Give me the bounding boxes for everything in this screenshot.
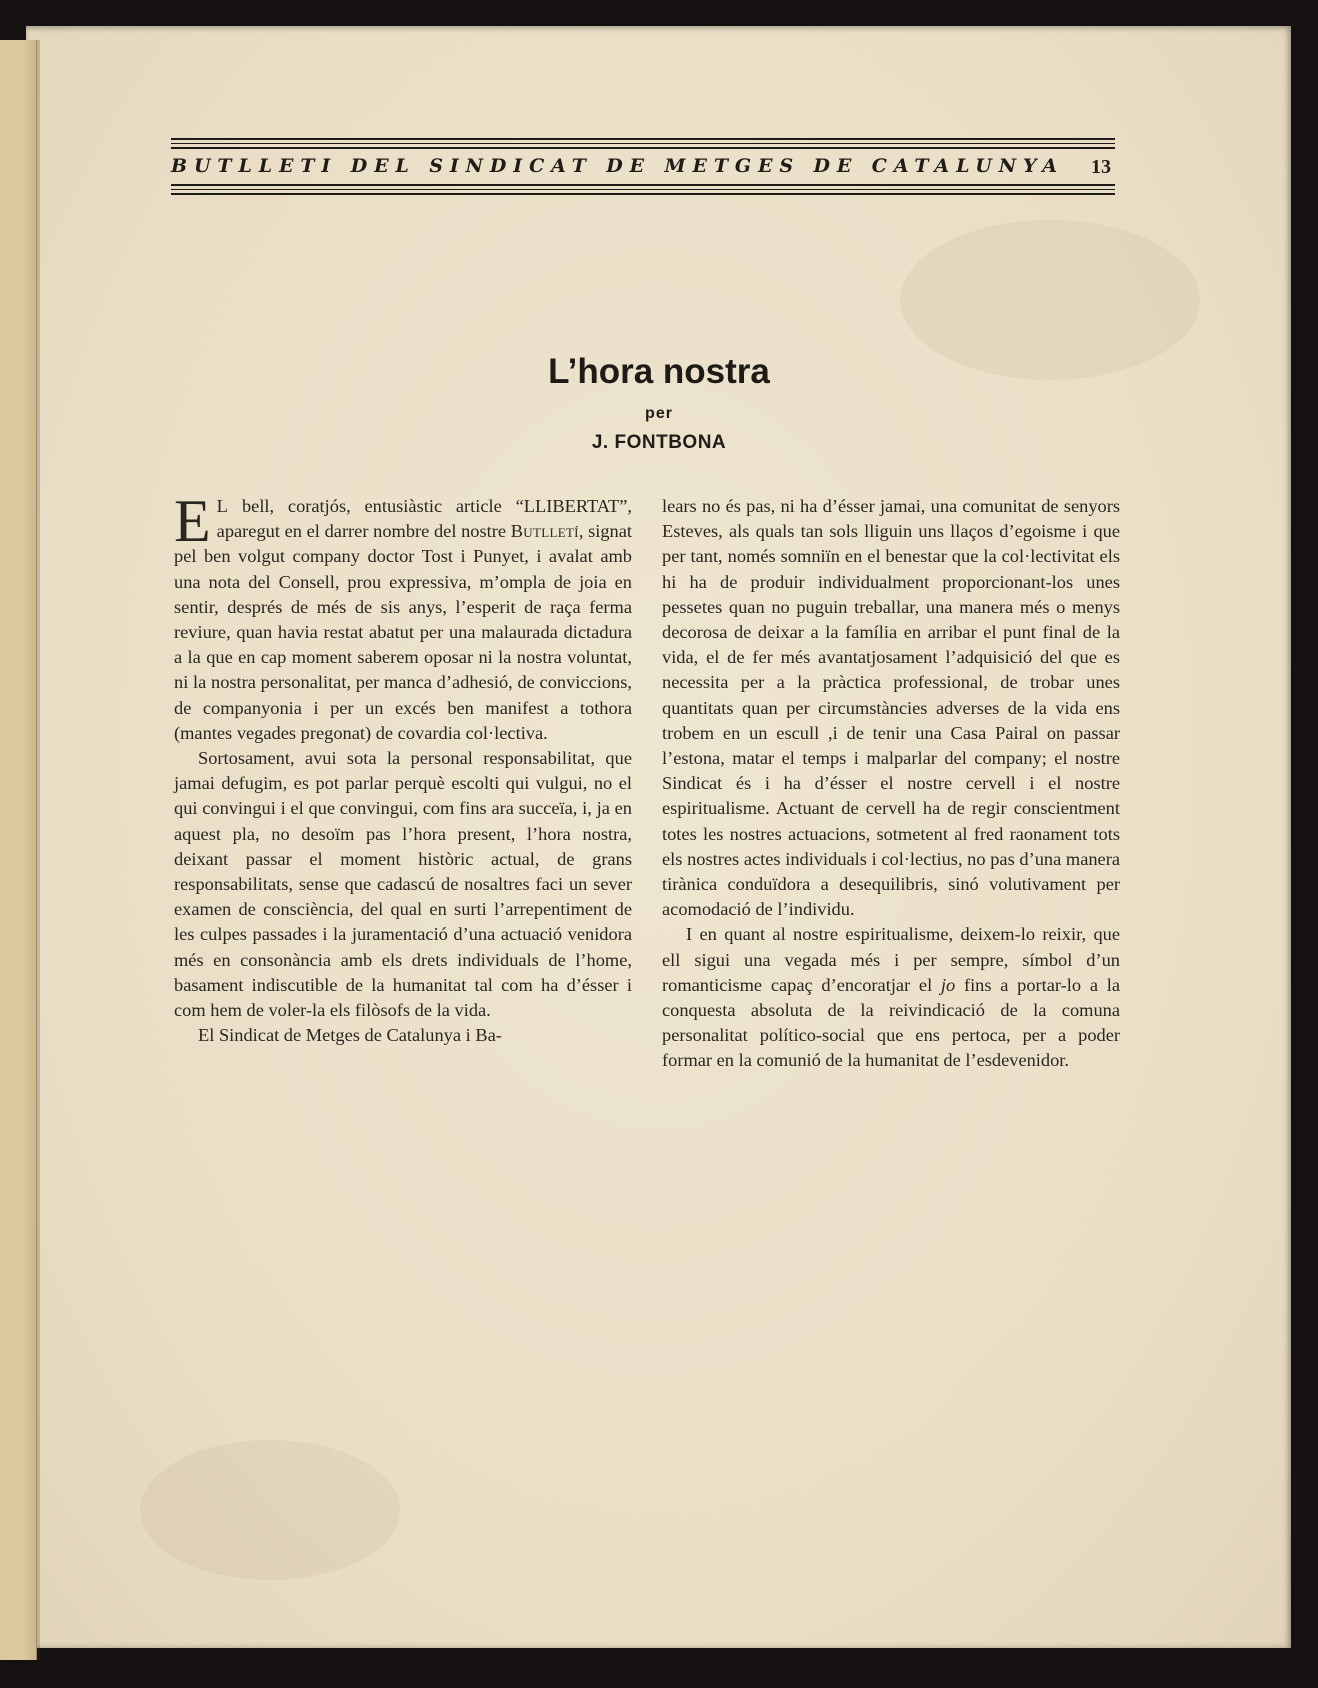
right-column	[662, 494, 1120, 1074]
byline-per: per	[645, 405, 673, 422]
left-column	[174, 488, 633, 1048]
article-author: J. FONTBONA	[591, 432, 727, 453]
binding-shadow	[36, 40, 40, 1660]
paragraph-text: , signat pel ben volgut company doctor Tost i Punyet, i avalat amb una nota del Consell, prou expressiva, m’ompla de joia en sentir, després de més de sis anys, l’esperit de raça ferma reviure, quan havia restat abatut per una malaurada dictadura a la que en cap moment saberem oposar ni la nostra voluntat, ni la nostra personalitat, per manca d’adhesió, de conviccions, de companyonia i per un excés ben manifest a tothora (mantes vegades pregonat) de covardia col·lectiva.	[174, 521, 633, 743]
paragraph-text: I en quant al nostre espiritualisme, deixem-lo reixir, que ell sigui una vegada més i per sempre, símbol d’un romanticisme capaç d’encoratjar el	[662, 924, 1120, 995]
journal-name-smallcaps: Butlletí	[510, 521, 579, 542]
journal-running-title: BUTLLETI DEL SINDICAT DE METGES DE CATALUNYA	[171, 155, 1064, 177]
paragraph: lears no és pas, ni ha d’ésser jamai, una comunitat de senyors Esteves, als quals tan sols lliguin uns llaços d’egoisme i que per tant, només somniïn en el benestar que la col·lectivitat els hi ha de produir individualment proporcionant-los unes pessetes quan no puguin treballar, una manera més o menys decorosa de deixar a la família en arribar el punt final de la vida, el de fer més avantatjosament l’adquisició del que es necessita per a la pràctica professional, de trobar unes quantitats quan per circumstàncies adverses de la vida ens trobem en un escull ,i de tenir una Casa Pairal on passar l’estona, matar el temps i malparlar del company; el nostre Sindicat és i ha d’ésser el nostre cervell i el nostre espiritualisme. Actuant de cervell ha de regir conscientment totes les nostres actuacions, sotmetent al fred raonament tots els nostres actes individuals i col·lectius, no pas d’una manera tirànica conduïdora a desequilibris, sinó volutivament per acomodació de l’individu.	[662, 496, 1120, 920]
paper-stain	[140, 1440, 400, 1580]
header-rules-bottom	[171, 184, 1115, 196]
italic-word: jo	[940, 974, 956, 995]
drop-cap: E	[174, 488, 211, 554]
paragraph-text: bell, coratjós, entusiàstic article “LLIBERTAT”, aparegut en el darrer nombre del nostre	[216, 496, 632, 542]
paragraph	[662, 922, 1120, 1073]
article-title: L’hora nostra	[548, 352, 770, 391]
paragraph: El Sindicat de Metges de Catalunya i Ba-	[198, 1025, 502, 1046]
paragraph	[174, 488, 633, 746]
lead-letter: L	[216, 496, 229, 516]
page-number: 13	[1091, 156, 1111, 178]
paragraph: Sortosament, avui sota la personal responsabilitat, que jamai defugim, es pot parlar perquè escolti qui vulgui, no el qui convingui i el que convingui, com fins ara succeïa, i, ja en aquest pla, no desoïm pas l’hora present, l’hora nostra, deixant passar el moment històric actual, de grans responsabilitats, sense que cadascú de nosaltres faci un sever examen de consciència, del qual en surti l’arrepentiment de les culpes passades i la juramentació d’una actuació venidora més en consonància amb els drets individuals de l’home, basament indiscutible de la humanitat tal com ha d’ésser i com hem de voler-la els filòsofs de la vida.	[174, 748, 632, 1021]
page-binding-edge	[0, 40, 37, 1660]
header-rules-top	[171, 138, 1115, 150]
paragraph-text: fins a portar-lo a la conquesta absoluta de la reivindicació de la comuna personalitat político-social que ens pertoca, per a poder formar en la comunió de la humanitat de l’esdevenidor.	[662, 974, 1120, 1071]
